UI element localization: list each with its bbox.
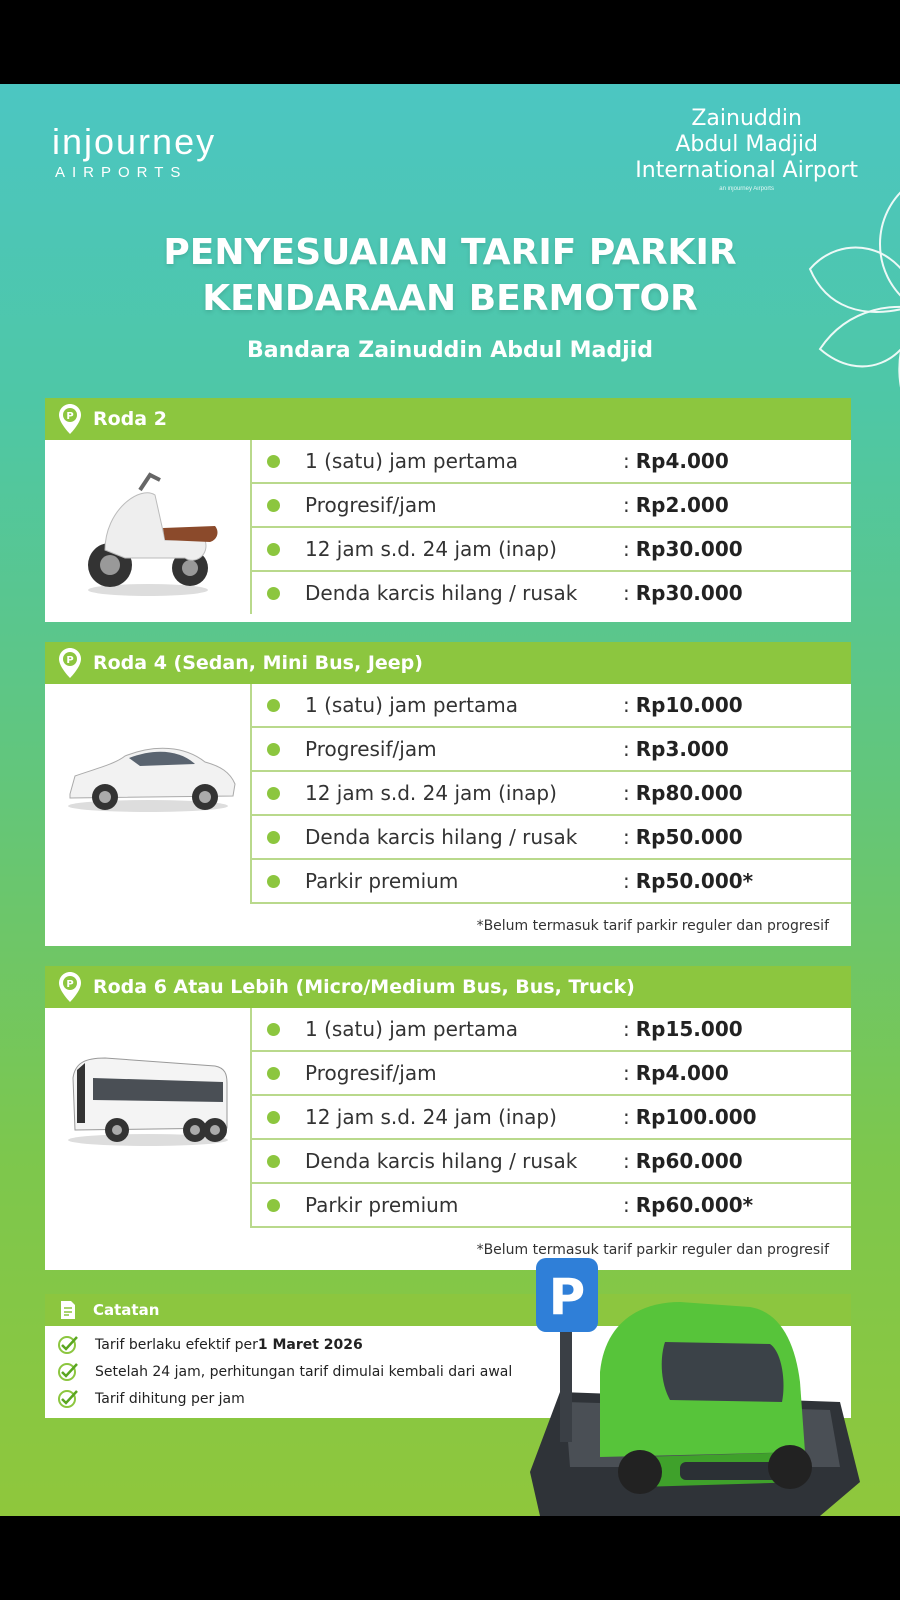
bullet-icon (267, 1155, 280, 1168)
rate-row: 1 (satu) jam pertama : Rp15.000 (252, 1008, 851, 1052)
bullet-icon (267, 743, 280, 756)
rate-value: Rp4.000 (635, 1061, 729, 1085)
parking-pin-icon (59, 648, 81, 678)
rate-value: Rp80.000 (635, 781, 743, 805)
page-subtitle: Bandara Zainuddin Abdul Madjid (247, 338, 653, 363)
rate-row: Progresif/jam : Rp4.000 (252, 1052, 851, 1096)
bus-icon (45, 1008, 250, 1238)
note-text: Setelah 24 jam, perhitungan tarif dimulai kembali dari awal (95, 1363, 513, 1380)
rate-value: Rp15.000 (635, 1017, 743, 1041)
logo-sub: AIRPORTS (55, 164, 188, 181)
notes-title: Catatan (93, 1301, 160, 1319)
rate-value: Rp50.000* (635, 869, 754, 893)
section-title: Roda 2 (93, 408, 167, 430)
rate-label: 12 jam s.d. 24 jam (inap) (305, 537, 557, 561)
rate-label: Denda karcis hilang / rusak (305, 581, 578, 605)
bullet-icon (267, 1067, 280, 1080)
airport-name-line3: International Airport (635, 158, 858, 183)
section-title: Roda 4 (Sedan, Mini Bus, Jeep) (93, 652, 423, 674)
rate-value: Rp50.000 (635, 825, 743, 849)
injourney-logo (52, 121, 217, 181)
section-title: Roda 6 Atau Lebih (Micro/Medium Bus, Bus, Truck) (93, 976, 635, 998)
rate-list (250, 440, 851, 614)
check-icon (57, 1389, 79, 1409)
rate-value: Rp60.000* (635, 1193, 754, 1217)
footnote: *Belum termasuk tarif parkir reguler dan progresif (476, 918, 829, 934)
svg-text:P: P (66, 411, 74, 422)
footnote: *Belum termasuk tarif parkir reguler dan progresif (476, 1242, 829, 1258)
rate-label: 1 (satu) jam pertama (305, 693, 518, 717)
rate-label: Parkir premium (305, 869, 459, 893)
bullet-icon (267, 1111, 280, 1124)
title-line1: PENYESUAIAN TARIF PARKIR (163, 232, 737, 273)
effective-date: 1 Maret 2026 (257, 1336, 363, 1353)
check-icon (57, 1335, 79, 1355)
scooter-icon (45, 440, 250, 622)
rate-label: Progresif/jam (305, 737, 437, 761)
bullet-icon (267, 1023, 280, 1036)
svg-text:P: P (66, 655, 74, 666)
bullet-icon (267, 499, 280, 512)
rate-row: Denda karcis hilang / rusak : Rp30.000 (252, 572, 851, 614)
sedan-icon (45, 684, 250, 914)
bullet-icon (267, 875, 280, 888)
rate-value: Rp100.000 (635, 1105, 757, 1129)
section-header (45, 966, 851, 1008)
section-header (45, 642, 851, 684)
rate-label: 12 jam s.d. 24 jam (inap) (305, 1105, 557, 1129)
rate-label: 12 jam s.d. 24 jam (inap) (305, 781, 557, 805)
logo-word: injourney (52, 121, 217, 162)
bullet-icon (267, 831, 280, 844)
airport-name-line2: Abdul Madjid (675, 132, 818, 157)
bullet-icon (267, 699, 280, 712)
rate-value: Rp10.000 (635, 693, 743, 717)
rate-list (250, 684, 851, 904)
rate-label: Denda karcis hilang / rusak (305, 1149, 578, 1173)
rate-row: 1 (satu) jam pertama : Rp4.000 (252, 440, 851, 484)
section-roda-4 (45, 642, 851, 946)
rate-value: Rp3.000 (635, 737, 729, 761)
sign-letter: P (548, 1268, 586, 1326)
rate-value: Rp2.000 (635, 493, 729, 517)
rate-label: 1 (satu) jam pertama (305, 1017, 518, 1041)
rate-value: Rp60.000 (635, 1149, 743, 1173)
rate-label: 1 (satu) jam pertama (305, 449, 518, 473)
rate-list (250, 1008, 851, 1228)
note-text: Tarif dihitung per jam (95, 1390, 245, 1407)
bullet-icon (267, 455, 280, 468)
rate-value: Rp30.000 (635, 537, 743, 561)
rate-row: Progresif/jam : Rp3.000 (252, 728, 851, 772)
rate-row: Parkir premium : Rp50.000* (252, 860, 851, 904)
rate-row: Progresif/jam : Rp2.000 (252, 484, 851, 528)
check-icon (57, 1362, 79, 1382)
parking-pin-icon (59, 404, 81, 434)
title-line2: KENDARAAN BERMOTOR (202, 278, 698, 319)
bullet-icon (267, 543, 280, 556)
rate-label: Progresif/jam (305, 1061, 437, 1085)
section-roda-6 (45, 966, 851, 1270)
rate-label: Progresif/jam (305, 493, 437, 517)
section-header (45, 398, 851, 440)
rate-label: Denda karcis hilang / rusak (305, 825, 578, 849)
airport-tagline: an injourney Airports (719, 186, 774, 192)
rate-row: Denda karcis hilang / rusak : Rp60.000 (252, 1140, 851, 1184)
bullet-icon (267, 587, 280, 600)
section-roda-2 (45, 398, 851, 622)
bullet-icon (267, 787, 280, 800)
rate-row: 12 jam s.d. 24 jam (inap) : Rp100.000 (252, 1096, 851, 1140)
parking-car-illustration-icon (520, 1252, 880, 1516)
rate-row: 12 jam s.d. 24 jam (inap) : Rp30.000 (252, 528, 851, 572)
note-text: Tarif berlaku efektif per (95, 1336, 258, 1353)
rate-row: Parkir premium : Rp60.000* (252, 1184, 851, 1228)
bullet-icon (267, 1199, 280, 1212)
rate-row: 12 jam s.d. 24 jam (inap) : Rp80.000 (252, 772, 851, 816)
rate-row: 1 (satu) jam pertama : Rp10.000 (252, 684, 851, 728)
note-icon (59, 1300, 77, 1320)
rate-row: Denda karcis hilang / rusak : Rp50.000 (252, 816, 851, 860)
rate-label: Parkir premium (305, 1193, 459, 1217)
svg-text:P: P (66, 979, 74, 990)
airport-name-line1: Zainuddin (691, 106, 802, 131)
page-title (0, 230, 900, 322)
poster (0, 84, 900, 1516)
rate-value: Rp30.000 (635, 581, 743, 605)
rate-value: Rp4.000 (635, 449, 729, 473)
parking-pin-icon (59, 972, 81, 1002)
